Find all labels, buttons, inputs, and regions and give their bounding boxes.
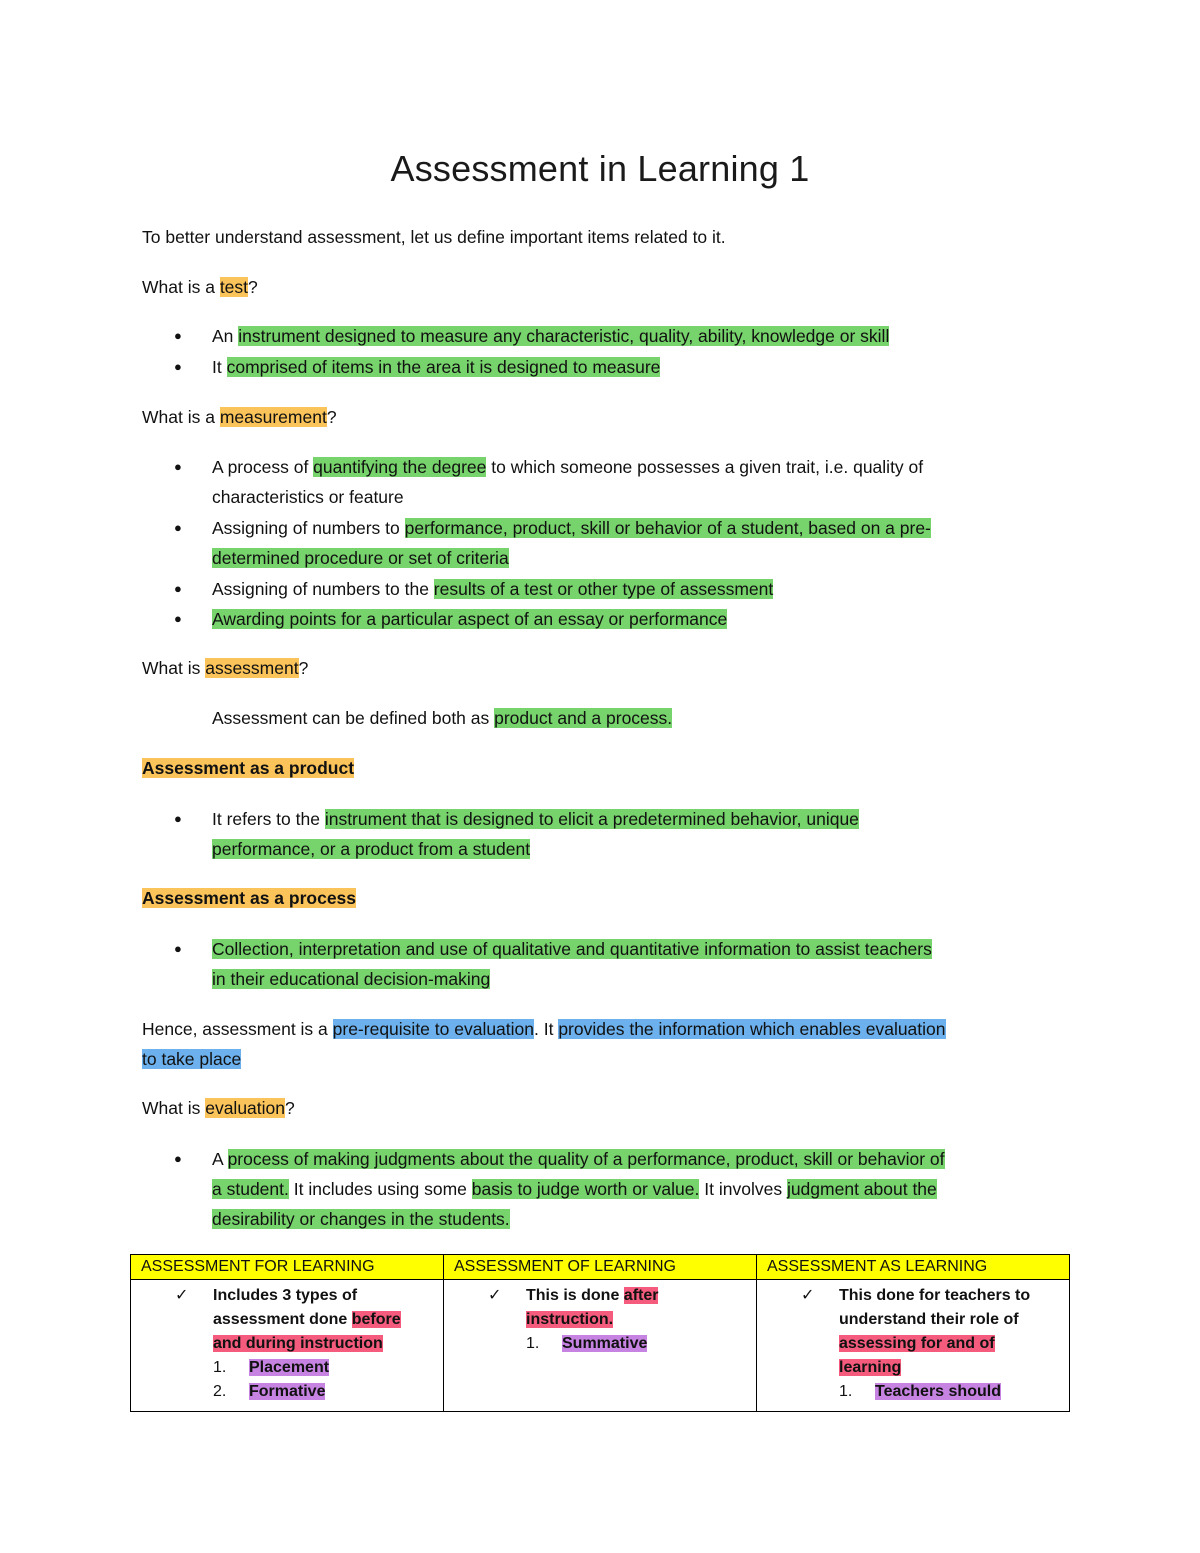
measurement-bullet-4: ● Awarding points for a particular aspect of an essay or performance: [212, 604, 1072, 634]
assessment-types-table: [130, 1254, 1070, 1412]
question-test: What is a test?: [142, 277, 258, 297]
intro-paragraph: To better understand assessment, let us define important items related to it.: [142, 227, 726, 247]
checkmark-icon: ✓: [801, 1287, 815, 1304]
question-evaluation: What is evaluation?: [142, 1098, 295, 1118]
question-measurement: What is a measurement?: [142, 407, 337, 427]
test-bullet-1: ● An instrument designed to measure any characteristic, quality, ability, knowledge or skill: [212, 321, 1072, 351]
measurement-bullet-1: ● A process of quantifying the degree to which someone possesses a given trait, i.e. quality of characteristics or feature: [212, 452, 1072, 512]
bullet-icon: ●: [174, 520, 182, 535]
term-evaluation: evaluation: [205, 1098, 286, 1118]
product-bullet: ● It refers to the instrument that is designed to elicit a predetermined behavior, unique performance, or a product from a student: [212, 804, 1072, 864]
page-title: Assessment in Learning 1: [390, 148, 810, 189]
bullet-icon: ●: [174, 459, 182, 474]
header-assessment-of-learning: ASSESSMENT OF LEARNING: [444, 1255, 757, 1280]
term-measurement: measurement: [219, 407, 327, 427]
cell-as-learning: ✓ This done for teachers to understand their role of assessing for and of learning 1. Teachers should: [757, 1280, 1070, 1412]
bullet-icon: ●: [174, 359, 182, 374]
table-row: [131, 1280, 1070, 1412]
bullet-icon: ●: [174, 811, 182, 826]
heading-assessment-as-product: Assessment as a product: [142, 758, 355, 778]
test-bullet-2: ● It comprised of items in the area it is designed to measure: [212, 352, 1072, 382]
cell-of-learning: ✓ This is done after instruction. 1. Summative: [444, 1280, 757, 1412]
measurement-bullet-3: ● Assigning of numbers to the results of a test or other type of assessment: [212, 574, 1072, 604]
question-assessment: What is assessment?: [142, 658, 309, 678]
checkmark-icon: ✓: [175, 1287, 189, 1304]
bullet-icon: ●: [174, 611, 182, 626]
evaluation-bullet: ● A process of making judgments about the quality of a performance, product, skill or behavior of a student. It includes using some basis to judge worth or value. It involves judgment about the desirability or changes in the students.: [212, 1144, 1072, 1235]
assessment-definition: Assessment can be defined both as product and a process.: [212, 708, 673, 728]
list-item: 2. Formative: [213, 1383, 326, 1400]
hence-paragraph: Hence, assessment is a pre-requisite to evaluation. It provides the information which enables evaluation to take place: [142, 1019, 946, 1069]
heading-assessment-as-process: Assessment as a process: [142, 888, 357, 908]
bullet-icon: ●: [174, 328, 182, 343]
term-assessment: assessment: [205, 658, 299, 678]
header-assessment-for-learning: ASSESSMENT FOR LEARNING: [131, 1255, 444, 1280]
bullet-icon: ●: [174, 941, 182, 956]
header-assessment-as-learning: ASSESSMENT AS LEARNING: [757, 1255, 1070, 1280]
term-test: test: [219, 277, 249, 297]
list-item: 1. Placement: [213, 1359, 330, 1376]
process-bullet: ● Collection, interpretation and use of qualitative and quantitative information to assist teachers in their educational decision-making: [212, 934, 1072, 994]
bullet-icon: ●: [174, 581, 182, 596]
list-item: 1. Teachers should: [839, 1383, 1001, 1400]
checkmark-icon: ✓: [488, 1287, 502, 1304]
table-header-row: [131, 1255, 1070, 1280]
measurement-bullet-2: ● Assigning of numbers to performance, product, skill or behavior of a student, based on a pre- determined procedure or set of criteria: [212, 513, 1072, 573]
list-item: 1. Summative: [526, 1335, 648, 1352]
bullet-icon: ●: [174, 1151, 182, 1166]
cell-for-learning: ✓ Includes 3 types of assessment done before and during instruction 1. Placement 2. Formative: [131, 1280, 444, 1412]
